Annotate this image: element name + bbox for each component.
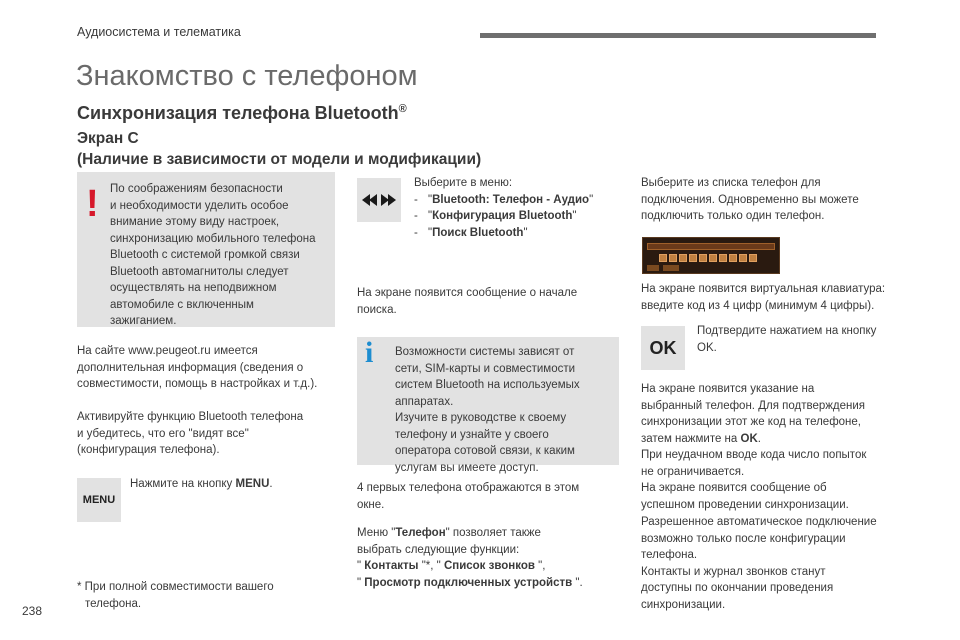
- text-line: и убедитесь, что его "видят все": [77, 427, 249, 440]
- quote: ": [428, 210, 433, 222]
- text-line: возможно только после конфигурации: [641, 532, 846, 545]
- text-part: ".: [572, 576, 583, 589]
- header-bar: [480, 33, 876, 38]
- info-line: Изучите в руководстве к своему: [395, 412, 567, 424]
- phone-menu-functions: [357, 525, 583, 591]
- previous-next-icon: [360, 192, 398, 208]
- indication-text: [641, 381, 866, 480]
- text-part: Меню ": [357, 527, 396, 539]
- warning-line: внимание этому виду настроек,: [110, 216, 280, 228]
- call-list-label: Список звонков: [443, 560, 535, 572]
- text-part: .: [269, 478, 273, 490]
- warning-line: синхронизацию мобильного телефона: [110, 232, 316, 245]
- text-line: не ограничивается.: [641, 465, 745, 478]
- confirm-text: [697, 323, 876, 356]
- dash: -: [414, 226, 418, 239]
- quote: ": [523, 226, 528, 239]
- text-line: дополнительная информация (сведения о: [77, 361, 304, 374]
- quote: ": [589, 193, 594, 206]
- auto-connect-text: [641, 514, 877, 613]
- ok-button-icon: OK: [641, 326, 685, 370]
- select-menu-block: [414, 175, 593, 241]
- ok-label: OK: [740, 432, 758, 445]
- site-info: [77, 343, 317, 393]
- info-line: Возможности системы зависят от: [395, 346, 575, 358]
- screen-key: [729, 254, 737, 262]
- keyboard-message: [641, 281, 885, 314]
- quote: ": [572, 210, 577, 222]
- search-message: [357, 285, 577, 318]
- section-title-text: Синхронизация телефона Bluetooth: [77, 103, 399, 123]
- text-line: телефона.: [641, 549, 698, 561]
- text-line: подключения. Одновременно вы можете: [641, 193, 859, 206]
- text-line: На экране появится сообщение об: [641, 482, 827, 494]
- screen-name: Экран C: [77, 130, 139, 147]
- text-line: Активируйте функцию Bluetooth телефона: [77, 411, 304, 423]
- choose-phone: [641, 175, 859, 225]
- screen-del: [663, 265, 679, 271]
- screen-key: [709, 254, 717, 262]
- registered-mark: ®: [398, 103, 407, 115]
- text-line: подключить только один телефон.: [641, 210, 825, 222]
- page-title: Знакомство с телефоном: [76, 60, 418, 92]
- text-part: ": [357, 560, 365, 572]
- select-menu-label: Выберите в меню:: [414, 177, 513, 189]
- text-line: поиска.: [357, 303, 397, 316]
- info-line: телефону и узнайте у своего: [395, 428, 549, 441]
- menu-item: [414, 208, 593, 225]
- text-part: ": [357, 576, 365, 589]
- section-title: [77, 103, 407, 124]
- menu-item: [414, 192, 593, 209]
- screen-keys: [659, 254, 757, 262]
- dash: -: [414, 193, 418, 206]
- text-line: окне.: [357, 498, 385, 511]
- menu-item-label: Конфигурация Bluetooth: [432, 210, 573, 222]
- text-line: выбранный телефон. Для подтверждения: [641, 399, 866, 412]
- text-line: введите код из 4 цифр (минимум 4 цифры).: [641, 299, 875, 312]
- text-line: (конфигурация телефона).: [77, 444, 220, 456]
- text-line: [357, 558, 583, 575]
- text-line: выбрать следующие функции:: [357, 543, 520, 556]
- text-line: 4 первых телефона отображаются в этом: [357, 482, 580, 494]
- text-line: На экране появится виртуальная клавиатура:: [641, 283, 886, 295]
- screen-key: [719, 254, 727, 262]
- info-line: систем Bluetooth на используемых: [395, 379, 580, 391]
- text-line: синхронизации.: [641, 598, 726, 611]
- screen-key: [679, 254, 687, 262]
- footnote: [77, 579, 274, 612]
- warning-line: осуществлять на неподвижном: [110, 282, 277, 294]
- menu-label: MENU: [235, 478, 270, 490]
- screen-key: [689, 254, 697, 262]
- footnote-line: телефона.: [85, 597, 142, 610]
- skip-button-icon: [357, 178, 401, 222]
- text-line: доступны по окончании проведения: [641, 582, 834, 594]
- text-line: Контакты и журнал звонков станут: [641, 565, 826, 578]
- warning-text: [110, 181, 335, 330]
- text-part: "*, ": [418, 560, 444, 572]
- screen-key: [749, 254, 757, 262]
- text-line: На экране появится указание на: [641, 383, 815, 395]
- menu-item: [414, 225, 593, 242]
- text-part: .: [757, 432, 761, 445]
- contacts-label: Контакты: [364, 560, 419, 572]
- info-icon: i: [365, 336, 374, 369]
- menu-button-icon: MENU: [77, 478, 121, 522]
- text-line: успешном проведении синхронизации.: [641, 498, 849, 511]
- warning-line: и необходимости уделить особое: [110, 199, 289, 212]
- info-text: [395, 344, 617, 476]
- text-line: OK.: [697, 341, 717, 354]
- quote: ": [428, 193, 433, 206]
- dash: -: [414, 210, 418, 222]
- text-part: " позволяет также: [445, 527, 541, 539]
- page-number: 238: [22, 604, 43, 618]
- warning-line: Bluetooth с системой громкой связи: [110, 249, 300, 261]
- footnote-line: * При полной совместимости вашего: [77, 581, 274, 593]
- screen-ok: [647, 265, 659, 271]
- info-line: услугам вы имеете доступ.: [395, 461, 539, 474]
- info-line: оператора сотовой связи, к каким: [395, 445, 575, 457]
- first-four-phones: [357, 480, 579, 513]
- text-line: На сайте www.peugeot.ru имеется: [77, 345, 258, 357]
- phone-label: Телефон: [395, 527, 446, 539]
- success-message: [641, 480, 849, 513]
- quote: ": [428, 226, 433, 239]
- text-part: ",: [534, 560, 546, 572]
- warning-line: автомобиле с включенным: [110, 298, 254, 311]
- screen-note: (Наличие в зависимости от модели и модификации): [77, 151, 482, 168]
- connected-devices-label: Просмотр подключенных устройств: [364, 576, 573, 589]
- warning-line: зажиганием.: [110, 315, 177, 327]
- text-part: затем нажмите на: [641, 432, 741, 445]
- screen-key: [659, 254, 667, 262]
- menu-item-label: Поиск Bluetooth: [432, 226, 524, 239]
- screen-input-bar: [647, 243, 775, 250]
- text-line: синхронизации этот же код на телефоне,: [641, 416, 861, 428]
- text-line: Разрешенное автоматическое подключение: [641, 516, 877, 528]
- text-part: Нажмите на кнопку: [130, 478, 236, 490]
- text-line: При неудачном вводе кода число попыток: [641, 449, 867, 461]
- activate-info: [77, 409, 303, 459]
- text-line: Выберите из списка телефон для: [641, 177, 821, 189]
- screen-key: [739, 254, 747, 262]
- text-line: [357, 525, 583, 542]
- menu-item-label: Bluetooth: Телефон - Аудио: [432, 193, 590, 206]
- text-line: [357, 575, 583, 592]
- text-line: Подтвердите нажатием на кнопку: [697, 325, 877, 337]
- text-line: На экране появится сообщение о начале: [357, 287, 578, 299]
- text-line: [641, 431, 866, 448]
- keyboard-screen-image: [642, 237, 780, 274]
- text-line: совместимости, помощь в настройках и т.д.).: [77, 378, 318, 390]
- screen-key: [669, 254, 677, 262]
- screen-key: [699, 254, 707, 262]
- press-menu-text: [130, 476, 273, 493]
- warning-line: Bluetooth автомагнитолы следует: [110, 265, 289, 278]
- warning-line: По соображениям безопасности: [110, 183, 283, 195]
- section-header: Аудиосистема и телематика: [77, 25, 241, 39]
- info-line: аппаратах.: [395, 395, 454, 408]
- info-line: сети, SIM-карты и совместимости: [395, 362, 576, 375]
- warning-icon: !: [86, 183, 99, 225]
